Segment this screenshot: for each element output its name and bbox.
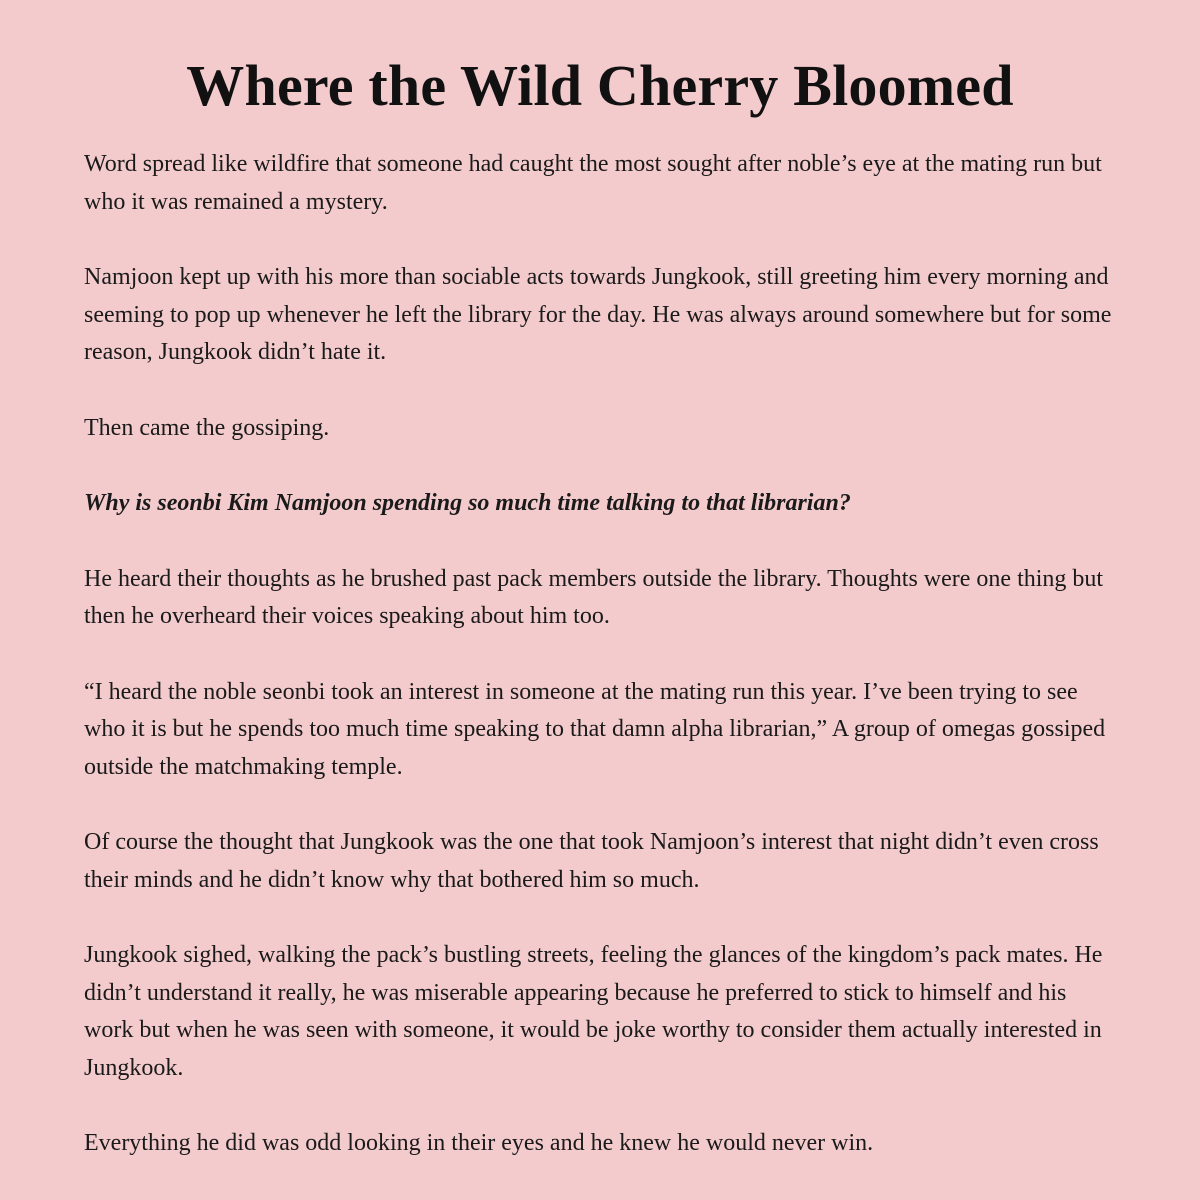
paragraph-7: Of course the thought that Jungkook was the one that took Namjoon’s interest that night didn’t even cross their minds and he didn’t know why that bothered him so much. bbox=[84, 829, 1099, 893]
italic-thought-paragraph: Why is seonbi Kim Namjoon spending so much time talking to that librarian? bbox=[84, 490, 851, 516]
paragraph-3: Then came the gossiping. bbox=[84, 414, 330, 441]
paragraph-8: Jungkook sighed, walking the pack’s bustling streets, feeling the glances of the kingdom’s pack mates. He didn’t understand it really, he was miserable appearing because he preferred to stick to himself and his work but when he was seen with someone, it would be joke worthy to consider them actually interested in Jungkook. bbox=[84, 942, 1103, 1081]
paragraph-5: He heard their thoughts as he brushed past pack members outside the library. Thoughts were one thing but then he overheard their voices speaking about him too. bbox=[84, 565, 1104, 629]
paragraph-6: “I heard the noble seonbi took an interest in someone at the mating run this year. I’ve been trying to see who it is but he spends too much time speaking to that damn alpha librarian,” A group of omegas gossiped outside the matchmaking temple. bbox=[84, 678, 1106, 780]
paragraph-9: Everything he did was odd looking in their eyes and he knew he would never win. bbox=[84, 1130, 874, 1156]
document-title: Where the Wild Cherry Bloomed bbox=[186, 53, 1014, 118]
paragraph-2: Namjoon kept up with his more than sociable acts towards Jungkook, still greeting him every morning and seeming to pop up whenever he left the library for the day. He was always around somewhere but for some reason, Jungkook didn’t hate it. bbox=[84, 264, 1112, 365]
paragraph-1: Word spread like wildfire that someone had caught the most sought after noble’s eye at the mating run but who it was remained a mystery. bbox=[84, 151, 1102, 215]
story-body bbox=[84, 146, 1116, 1163]
